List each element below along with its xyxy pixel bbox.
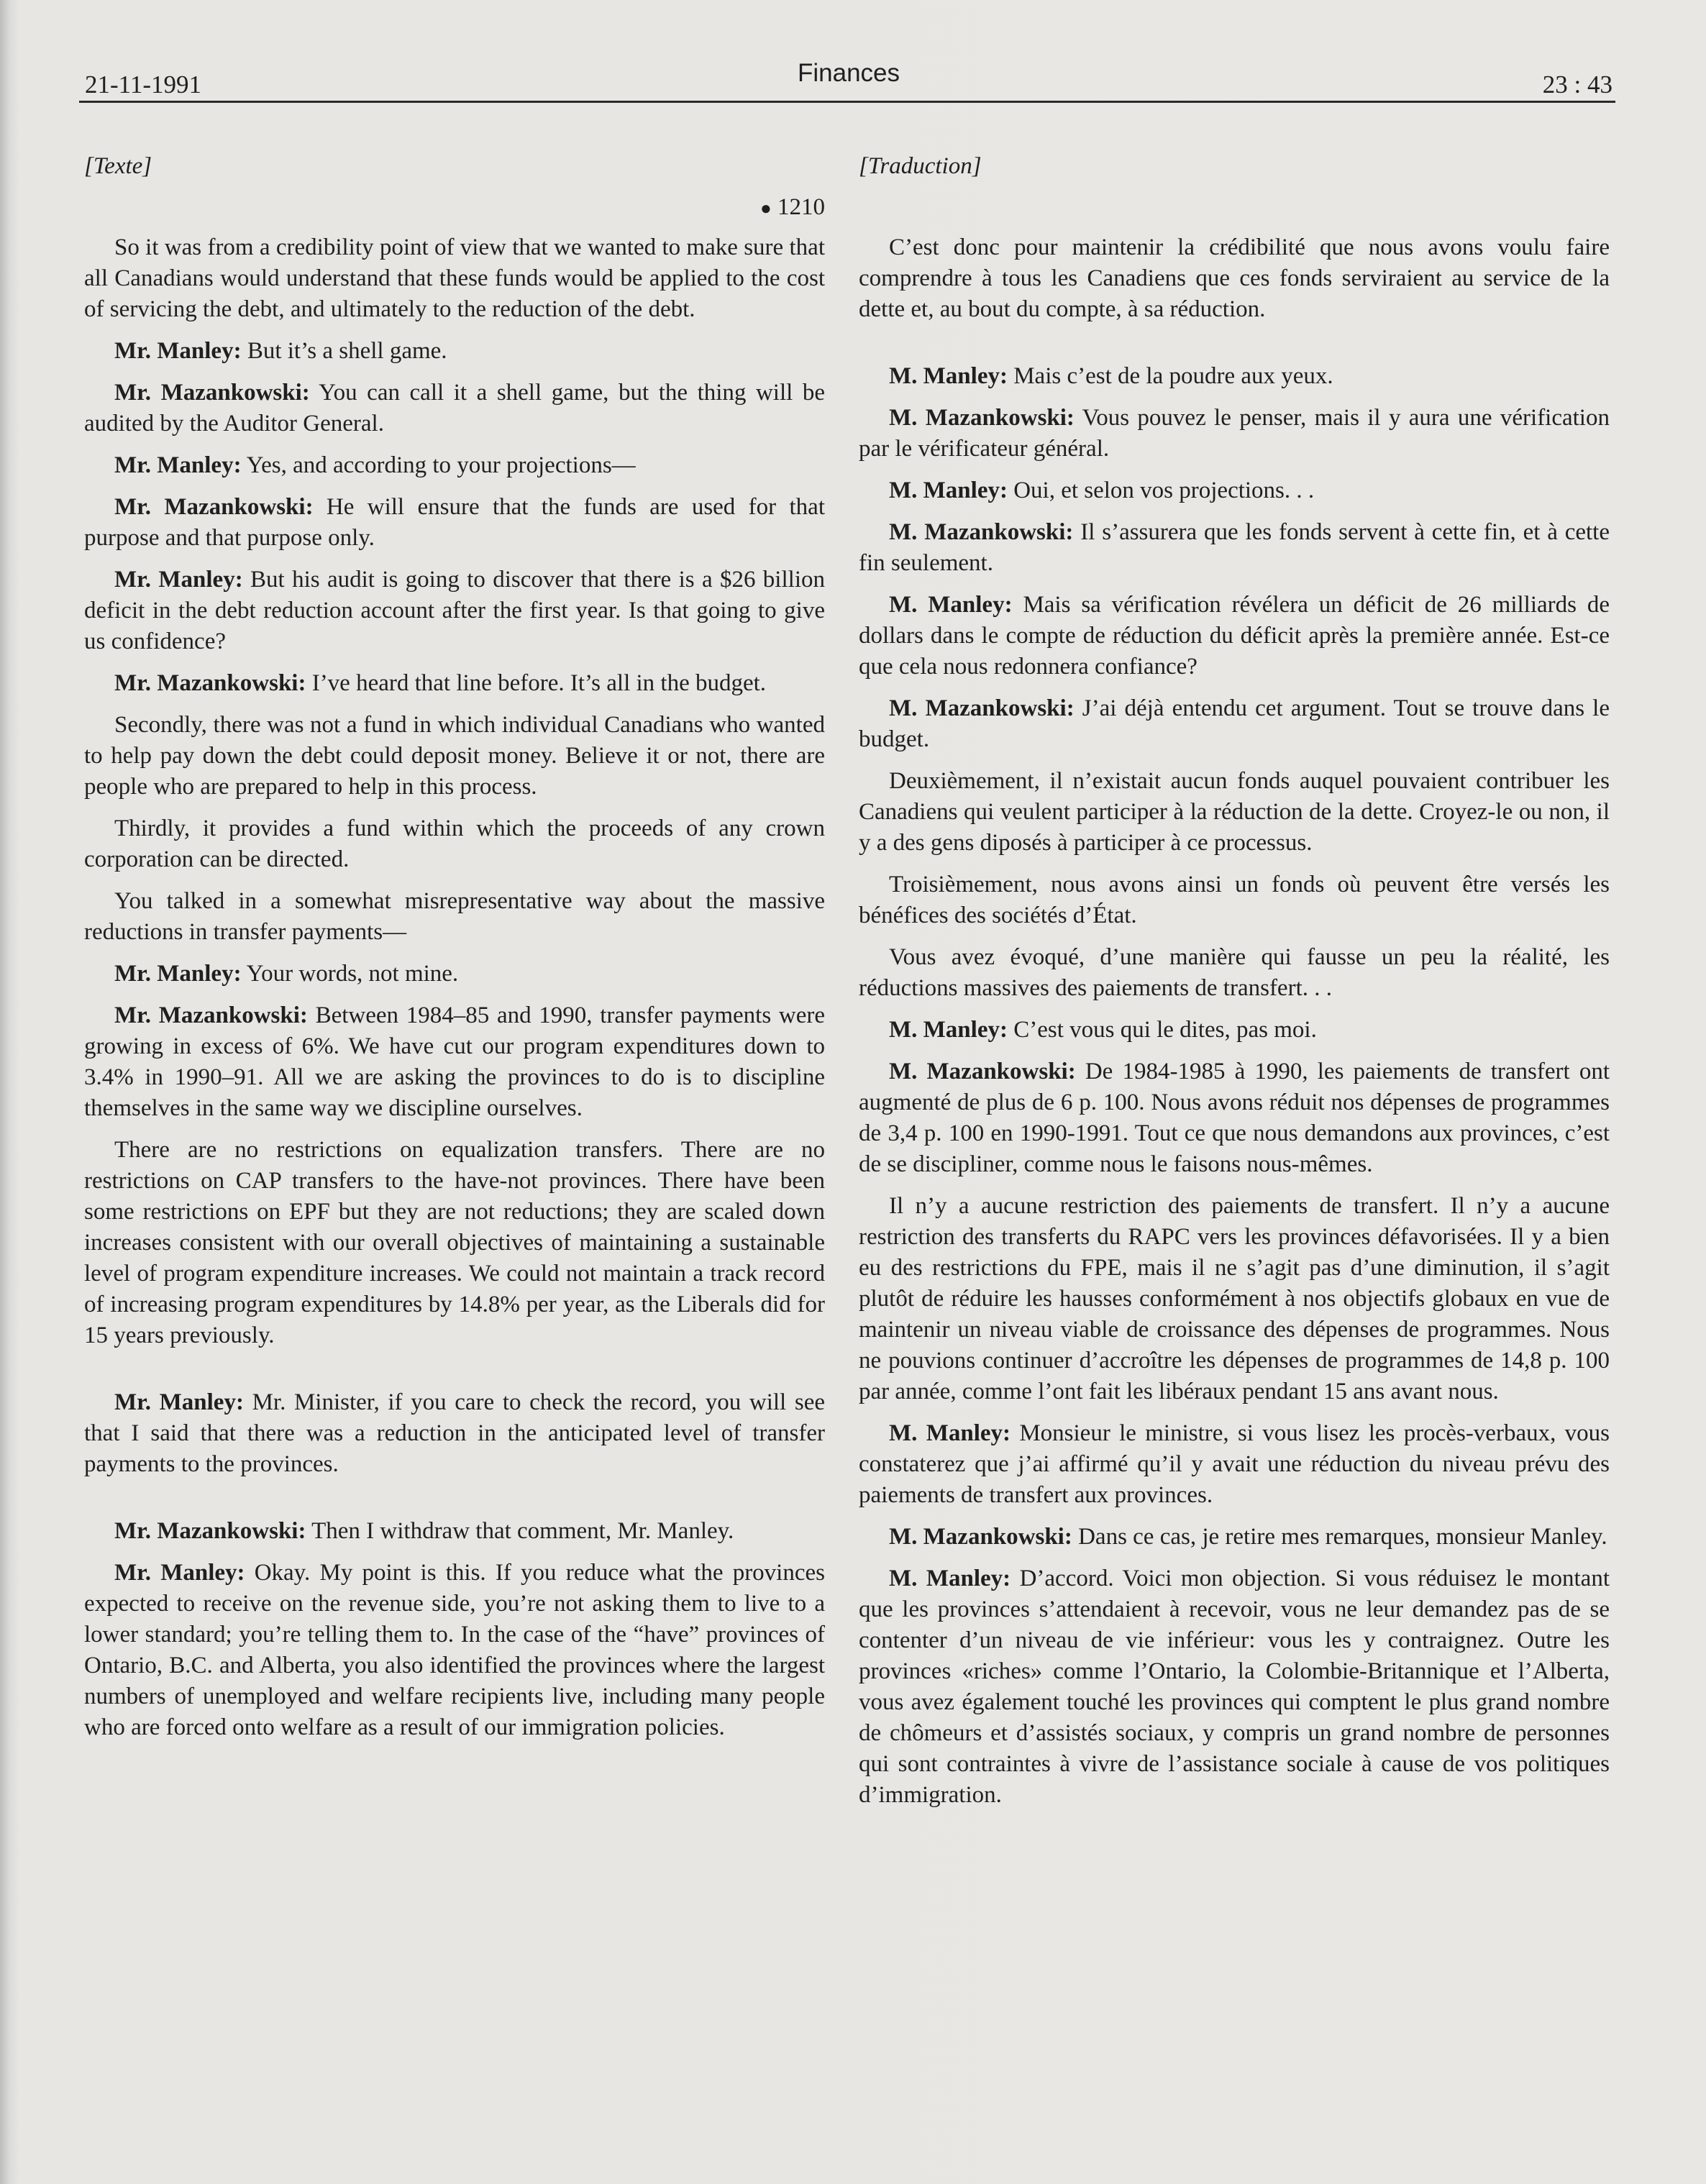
paragraph: M. Mazankowski: Il s’assurera que les fonds servent à cette fin, et à cette fin seulement. xyxy=(859,519,1610,576)
paragraph: Mr. Mazankowski: Between 1984–85 and 1990, transfer payments were growing in excess of 6%. We have cut our program expenditures down to 3.4% in 1990–91. All we are asking the provinces to do is to discipline themselves in the same way we discipline ourselves. xyxy=(84,1002,825,1121)
paragraph: M. Manley: D’accord. Voici mon objection. Si vous réduisez le montant que les provinces s’attendaient à recevoir, vous ne leur demandez pas de se contenter d’un niveau de vie inférieur: vous les y contraignez. Outre les provinces «riches» comme l’Ontario, la Colombie-Britannique et l’Alberta, vous avez également touché les provinces qui comptent le plus grand nombre de chômeurs et d’assistés sociaux, y compris un grand nombre de personnes qui sont contraintes à vivre de l’assistance sociale à cause de vos politiques d’immigration. xyxy=(859,1566,1610,1808)
paragraph: Mr. Manley: But it’s a shell game. xyxy=(114,338,447,364)
paragraph: M. Manley: Oui, et selon vos projections. . . xyxy=(889,478,1315,503)
paragraph: Mr. Manley: Okay. My point is this. If you reduce what the provinces expected to receive on the revenue side, you’re not asking them to live to a lower standard; you’re telling them to. In the case of the “have” provinces of Ontario, B.C. and Alberta, you also identified the provinces where the largest numbers of unemployed and welfare recipients live, including many people who are forced onto welfare as a result of our immigration policies. xyxy=(84,1560,825,1740)
header-page-number: 23 : 43 xyxy=(1542,70,1613,99)
french-column xyxy=(859,151,1610,1822)
paragraph: So it was from a credibility point of view that we wanted to make sure that all Canadians would understand that these funds would be applied to the cost of servicing the debt, and ultimately to the reduction of the debt. xyxy=(84,234,825,322)
paragraph: Troisièmement, nous avons ainsi un fonds où peuvent être versés les bénéfices des sociétés d’État. xyxy=(859,872,1610,928)
paragraph: Mr. Mazankowski: You can call it a shell game, but the thing will be audited by the Auditor General. xyxy=(84,380,825,437)
paragraph: Il n’y a aucune restriction des paiements de transfert. Il n’y a aucune restriction des transferts du RAPC vers les provinces défavorisées. Il y a bien eu des restrictions du FPE, mais il ne s’agit pas d’une diminution, il s’agit plutôt de réduire les hausses conformément à nos objectifs globaux en vue de maintenir un niveau viable de croissance des dépenses de programmes. Nous ne pouvions continuer d’accroître les dépenses de programmes de 14,8 p. 100 par année, comme l’ont fait les libéraux pendant 15 ans avant nous. xyxy=(859,1193,1610,1404)
header-date: 21-11-1991 xyxy=(85,70,202,99)
paragraph: Mr. Manley: Yes, and according to your projections— xyxy=(114,452,636,478)
paragraph: M. Mazankowski: De 1984-1985 à 1990, les paiements de transfert ont augmenté de plus de 6 p. 100. Nous avons réduit nos dépenses de programmes de 3,4 p. 100 en 1990-1991. Tout ce que nous demandons aux provinces, c’est de se discipliner, comme nous le faisons nous-mêmes. xyxy=(859,1059,1610,1177)
paragraph: M. Mazankowski: J’ai déjà entendu cet argument. Tout se trouve dans le budget. xyxy=(859,695,1610,752)
paragraph: Deuxièmement, il n’existait aucun fonds auquel pouvaient contribuer les Canadiens qui veulent participer à la réduction de la dette. Croyez-le ou non, il y a des gens diposés à participer à ce processus. xyxy=(859,768,1610,856)
header-title: Finances xyxy=(797,59,900,87)
paragraph: Mr. Manley: But his audit is going to discover that there is a $26 billion deficit in the debt reduction account after the first year. Is that going to give us confidence? xyxy=(84,567,825,654)
paragraph: Secondly, there was not a fund in which individual Canadians who wanted to help pay down the debt could deposit money. Believe it or not, there are people who are prepared to help in this process. xyxy=(84,712,825,800)
paragraph: There are no restrictions on equalization transfers. There are no restrictions on CAP transfers to the have-not provinces. There have been some restrictions on EPF but they are not reductions; they are scaled down increases consistent with our overall objectives of maintaining a sustainable level of program expenditure increases. We could not maintain a track record of increasing program expenditures by 14.8% per year, as the Liberals did for 15 years previously. xyxy=(84,1137,825,1348)
paragraph: Mr. Manley: Mr. Minister, if you care to check the record, you will see that I said that there was a reduction in the anticipated level of transfer payments to the provinces. xyxy=(84,1389,825,1477)
paragraph: M. Mazankowski: Vous pouvez le penser, mais il y aura une vérification par le vérificateur général. xyxy=(859,405,1610,462)
paragraph: Mr. Mazankowski: He will ensure that the funds are used for that purpose and that purpose only. xyxy=(84,494,825,551)
paragraph: M. Manley: Monsieur le ministre, si vous lisez les procès-verbaux, vous constaterez que j’ai affirmé qu’il y avait une réduction du niveau prévu des paiements de transfert aux provinces. xyxy=(859,1420,1610,1508)
paragraph: Thirdly, it provides a fund within which the proceeds of any crown corporation can be directed. xyxy=(84,815,825,872)
paragraph: Mr. Mazankowski: I’ve heard that line before. It’s all in the budget. xyxy=(114,670,767,696)
paragraph: M. Manley: C’est vous qui le dites, pas moi. xyxy=(889,1017,1317,1043)
paragraph: M. Manley: Mais sa vérification révélera un déficit de 26 milliards de dollars dans le compte de réduction du déficit après la première année. Est-ce que cela nous redonnera confiance? xyxy=(859,592,1610,680)
paragraph: M. Manley: Mais c’est de la poudre aux yeux. xyxy=(889,363,1333,389)
paragraph: Vous avez évoqué, d’une manière qui fausse un peu la réalité, les réductions massives des paiements de transfert. . . xyxy=(859,944,1610,1001)
language-label: [Traduction] xyxy=(859,153,982,179)
paragraph: Mr. Manley: Your words, not mine. xyxy=(114,961,459,987)
page-header xyxy=(85,59,1613,102)
paragraph: M. Mazankowski: Dans ce cas, je retire mes remarques, monsieur Manley. xyxy=(889,1524,1607,1550)
paragraph: You talked in a somewhat misrepresentative way about the massive reductions in transfer payments— xyxy=(84,888,825,945)
time-stamp: ● 1210 xyxy=(760,194,825,220)
paragraph: C’est donc pour maintenir la crédibilité que nous avons voulu faire comprendre à tous les Canadiens que ces fonds serviraient au service de la dette et, au bout du compte, à sa réduction. xyxy=(859,234,1610,322)
paragraph: Mr. Mazankowski: Then I withdraw that comment, Mr. Manley. xyxy=(114,1518,734,1544)
language-label: [Texte] xyxy=(84,153,152,179)
bullet-icon: ● xyxy=(760,198,772,219)
header-rule xyxy=(79,101,1615,103)
english-column xyxy=(84,151,825,1754)
